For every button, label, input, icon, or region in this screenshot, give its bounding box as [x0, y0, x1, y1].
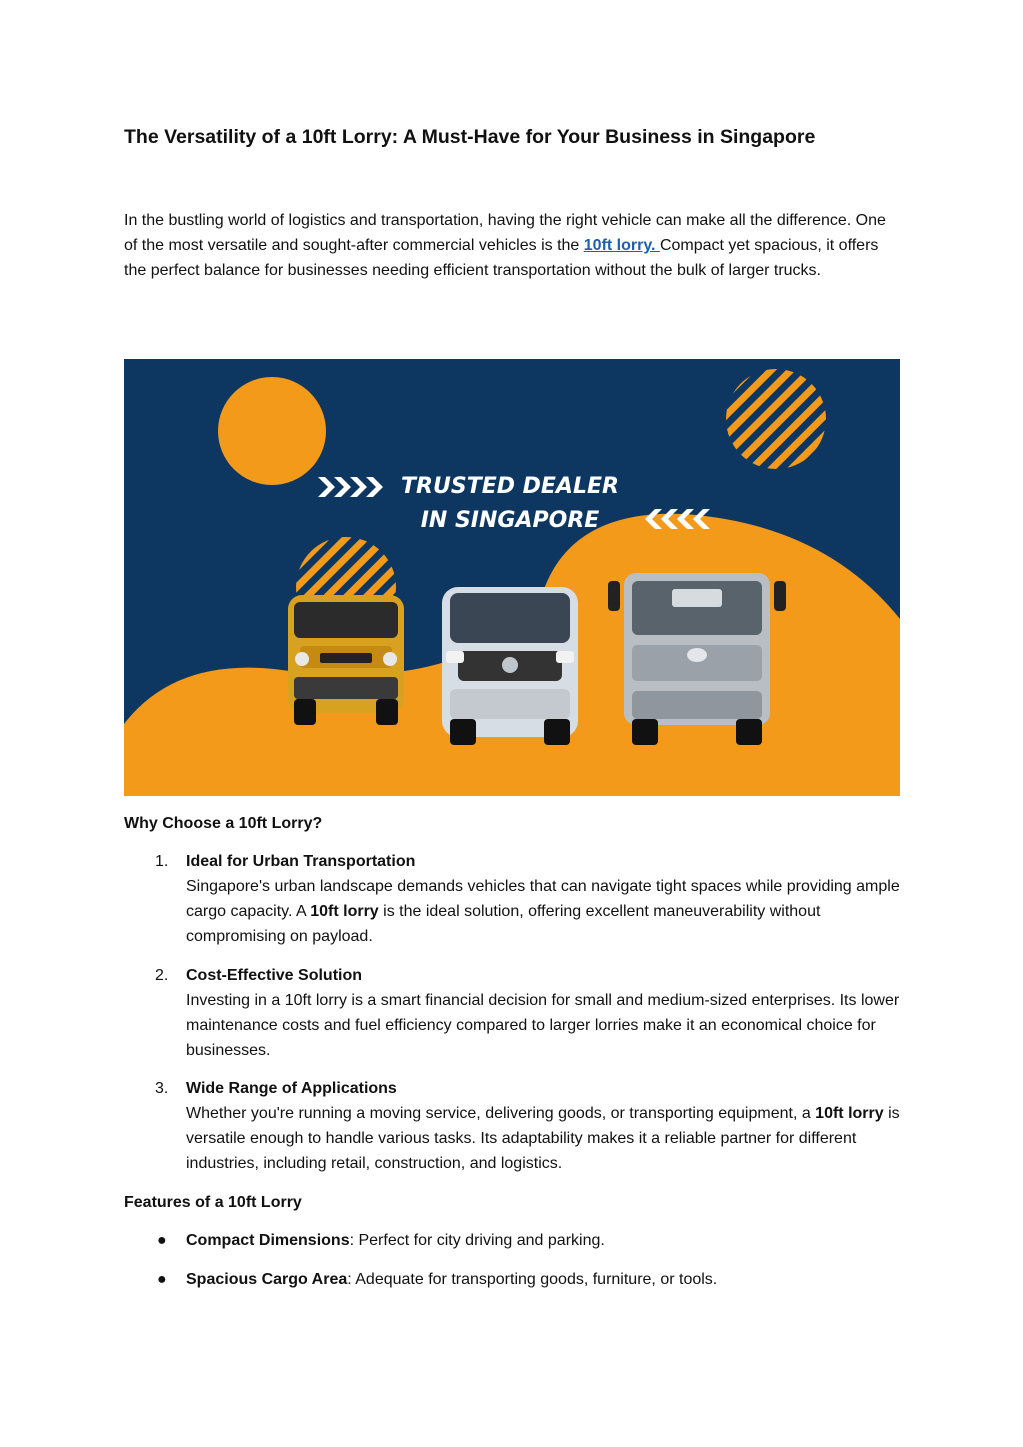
bullet-icon: ● [157, 1271, 167, 1288]
list-item-text: Whether you're running a moving service, delivering goods, or transporting equipment, a [186, 1105, 816, 1122]
list-item-body [186, 849, 900, 949]
list-item-text-end: is versatile enough to handle various tasks. Its adaptability makes it a reliable partner for different industries, including retail, construction, and logistics. [186, 1105, 900, 1172]
feature-description: : Perfect for city driving and parking. [349, 1232, 605, 1249]
yellow-van-illustration [288, 595, 404, 725]
why-heading: Why Choose a 10ft Lorry? [124, 815, 323, 832]
article-title: The Versatility of a 10ft Lorry: A Must-Have for Your Business in Singapore [124, 126, 816, 148]
list-item-title: Wide Range of Applications [186, 1080, 397, 1097]
feature-label: Spacious Cargo Area [186, 1271, 348, 1288]
list-item-title: Ideal for Urban Transportation [186, 853, 416, 870]
bullet-icon: ● [157, 1232, 167, 1249]
list-item-text: Singapore's urban landscape demands vehicles that can navigate tight spaces while providing ample cargo capacity. A [186, 878, 900, 920]
intro-text-start: In the bustling world of logistics and transportation, having the right vehicle can make all the difference. One of the most versatile and sought-after commercial vehicles is the [124, 212, 886, 254]
white-van-illustration [442, 587, 578, 745]
feature-text [186, 1267, 900, 1292]
grey-lorry-illustration [608, 573, 786, 745]
chevrons-right-icon [318, 477, 383, 497]
striped-circle-top-right [726, 369, 826, 469]
lorry-link-text[interactable]: 10ft lorry [583, 237, 652, 254]
banner-line2: IN SINGAPORE [420, 508, 600, 533]
intro-text-end: Compact yet spacious, it offers the perfect balance for businesses needing efficient transportation without the bulk of larger trucks. [124, 237, 879, 279]
list-number: 3. [155, 1080, 169, 1097]
banner-image [124, 359, 900, 796]
banner-line1: TRUSTED DEALER [401, 474, 619, 499]
feature-label: Compact Dimensions [186, 1232, 350, 1249]
list-number: 1. [155, 853, 169, 870]
orange-circle-shape [218, 377, 326, 485]
lorry-link[interactable] [584, 237, 660, 254]
lorry-link-suffix[interactable]: . [651, 237, 660, 254]
list-item-bold: 10ft lorry [815, 1105, 884, 1122]
list-item-title: Cost-Effective Solution [186, 967, 363, 984]
intro-paragraph [124, 208, 900, 283]
feature-text [186, 1228, 900, 1253]
list-item-text-end: is the ideal solution, offering excellent maneuverability without compromising on payload. [186, 903, 821, 945]
list-number: 2. [155, 967, 169, 984]
list-item-body [186, 963, 900, 1063]
list-item-text: Investing in a 10ft lorry is a smart financial decision for small and medium-sized enterprises. Its lower maintenance costs and fuel efficiency compared to larger lorries make it an economical choice for businesses. [186, 992, 900, 1059]
list-item-body [186, 1076, 900, 1176]
list-item-bold: 10ft lorry [310, 903, 379, 920]
feature-description: : Adequate for transporting goods, furniture, or tools. [347, 1271, 718, 1288]
features-heading: Features of a 10ft Lorry [124, 1194, 302, 1211]
